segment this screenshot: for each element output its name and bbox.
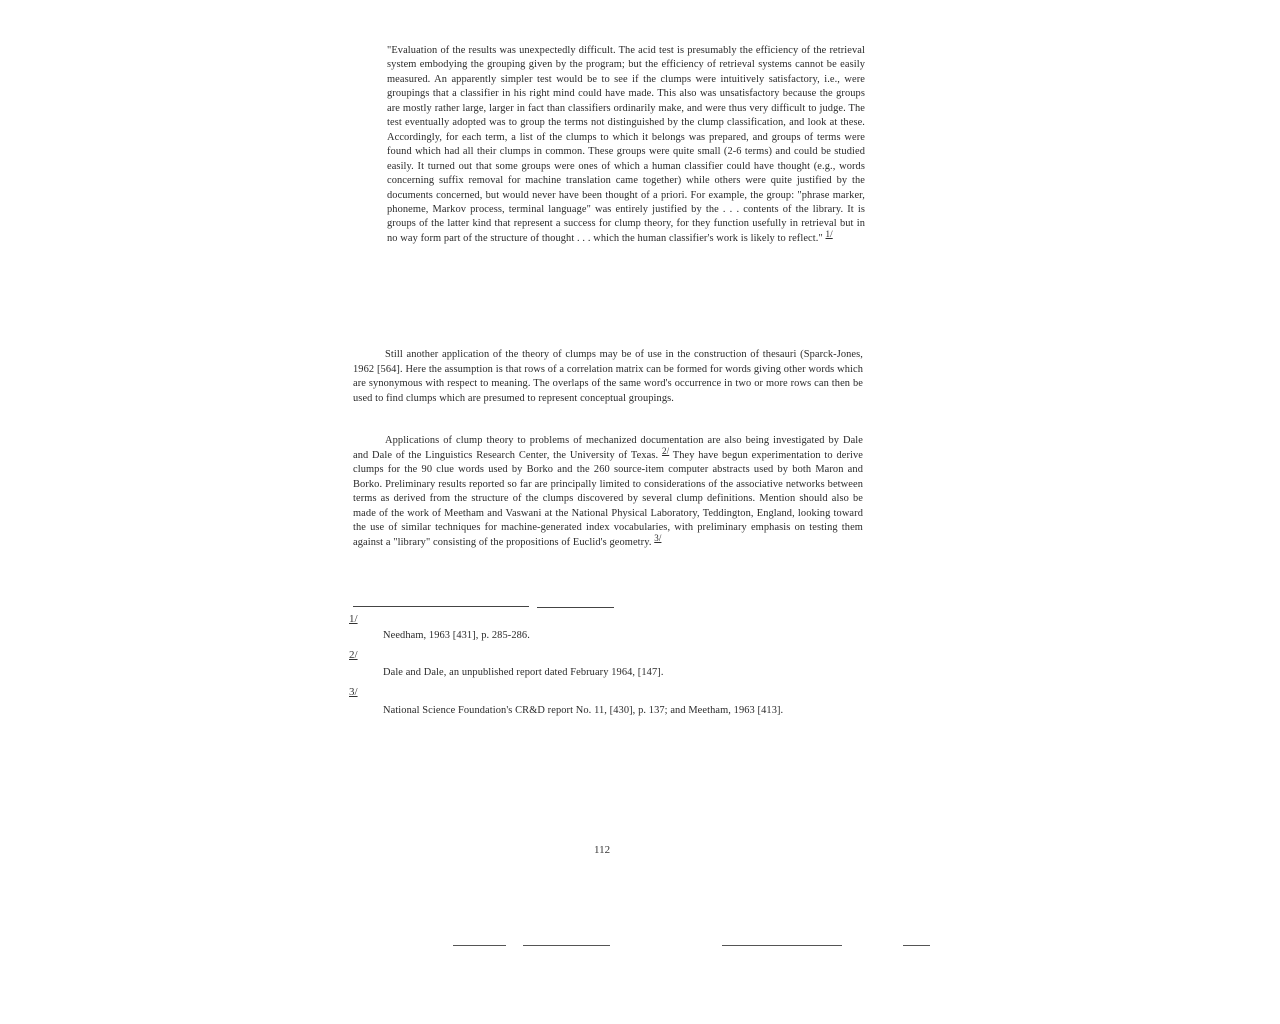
scan-artifact-line: [903, 945, 930, 946]
scan-artifact-line: [722, 945, 842, 946]
footnote-ref-3[interactable]: 3/: [654, 532, 662, 543]
quote-text: "Evaluation of the results was unexpectedly difficult. The acid test is presumably the efficiency of the retrieval system embodying the grouping given by the program; but the efficiency of retrieval systems cannot be easily measured. An apparently simpler test would be to see if the clumps were intuitively satisfactory, i.e., were groupings that a classifier in his right mind could have made. This also was unsatisfactory because the groups are mostly rather large, larger in fact than classifiers ordinarily make, and were thus very difficult to judge. The test eventually adopted was to group the terms not distinguished by the clump classification, and look at these. Accordingly, for each term, a list of the clumps to which it belongs was prepared, and groups of terms were found which had all their clumps in common. These groups were quite small (2-6 terms) and could be studied easily. It turned out that some groups were ones of which a human classifier could have thought (e.g., words concerning suffix removal for machine translation came together) while others were quite justified by the documents concerned, but would never have been thought of a priori. For example, the group: "phrase marker, phoneme, Markov process, terminal language" was entirely justified by the . . . contents of the library. It is groups of the latter kind that represent a success for clump theory, for they function usefully in retrieval but in no way form part of the structure of thought . . . which the human classifier's work is likely to reflect.": [387, 45, 865, 244]
footnote-separator: [353, 606, 529, 607]
paragraph-clump-applications: [353, 434, 863, 550]
footnote-separator-segment: [537, 607, 614, 608]
footnote-text-3: National Science Foundation's CR&D report No. 11, [430], p. 137; and Meetham, 1963 [413].: [383, 705, 784, 716]
paragraph-text: Still another application of the theory of clumps may be of use in the construction of thesauri (Sparck-Jones, 1962 [564]. Here the assumption is that rows of a correlation matrix can be formed for words giving other words which are synonymous with respect to meaning. The overlaps of the same word's occurrence in two or more rows can then be used to find clumps which are presumed to represent conceptual groupings.: [353, 349, 863, 404]
footnote-marker-2: 2/: [349, 649, 358, 661]
scan-artifact-line: [453, 945, 506, 946]
footnote-marker-3: 3/: [349, 686, 358, 698]
paragraph-thesauri: [353, 348, 863, 406]
block-quote: [387, 44, 865, 246]
footnote-text-1: Needham, 1963 [431], p. 285-286.: [383, 630, 530, 641]
scan-artifact-line: [523, 945, 610, 946]
paragraph-text-part2: They have begun experimentation to derive clumps for the 90 clue words used by Borko and the 260 source-item computer abstracts used by both Maron and Borko. Preliminary results reported so far are principally limited to considerations of the associative networks between terms as derived from the structure of the clumps discovered by several clump definitions. Mention should also be made of the work of Meetham and Vaswani at the National Physical Laboratory, Teddington, England, looking toward the use of similar techniques for machine-generated index vocabularies, with preliminary emphasis on testing them against a "library" consisting of the propositions of Euclid's geometry.: [353, 449, 864, 548]
footnote-ref-2[interactable]: 2/: [661, 445, 670, 456]
page-number: 112: [594, 844, 611, 856]
footnote-text-2: Dale and Dale, an unpublished report dated February 1964, [147].: [383, 667, 664, 678]
footnote-ref-1[interactable]: 1/: [825, 228, 833, 239]
paragraph-text-part1: Applications of clump theory to problems of mechanized documentation are also being investigated by Dale and Dale of the Linguistics Research Center, the University of Texas.: [353, 435, 863, 461]
footnote-marker-1: 1/: [349, 613, 358, 625]
